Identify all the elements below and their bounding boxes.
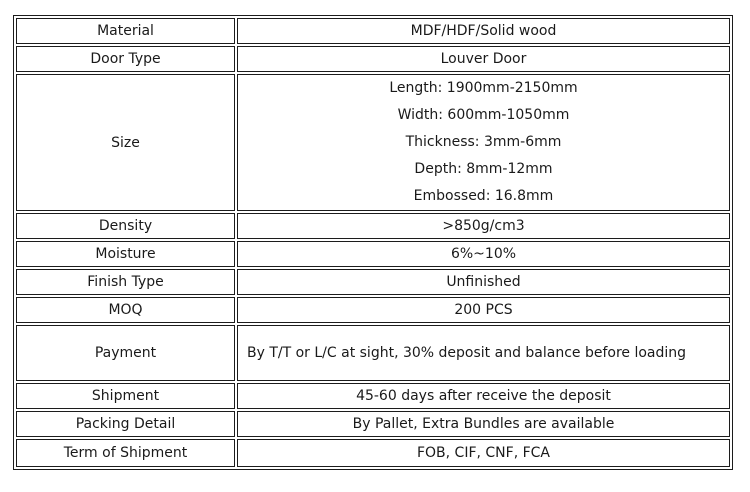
spec-label-finish-type: Finish Type	[16, 269, 235, 295]
spec-row-packing-detail	[16, 411, 730, 437]
spec-row-size	[16, 74, 730, 211]
spec-row-shipment	[16, 383, 730, 409]
spec-label-term-of-shipment: Term of Shipment	[16, 439, 235, 467]
spec-row-term-of-shipment	[16, 439, 730, 467]
spec-value-shipment: 45-60 days after receive the deposit	[237, 383, 730, 409]
spec-value-size	[237, 74, 730, 211]
spec-row-payment	[16, 325, 730, 381]
spec-label-moq: MOQ	[16, 297, 235, 323]
spec-value-moisture: 6%~10%	[237, 241, 730, 267]
spec-value-term-of-shipment: FOB, CIF, CNF, FCA	[237, 439, 730, 467]
spec-row-material	[16, 18, 730, 44]
spec-value-material: MDF/HDF/Solid wood	[237, 18, 730, 44]
size-line-embossed: Embossed: 16.8mm	[413, 188, 554, 204]
size-line-thickness: Thickness: 3mm-6mm	[405, 134, 562, 150]
spec-label-shipment: Shipment	[16, 383, 235, 409]
spec-label-door-type: Door Type	[16, 46, 235, 72]
spec-label-moisture: Moisture	[16, 241, 235, 267]
spec-label-packing-detail: Packing Detail	[16, 411, 235, 437]
size-line-length: Length: 1900mm-2150mm	[389, 80, 578, 96]
spec-label-material: Material	[16, 18, 235, 44]
spec-row-moq	[16, 297, 730, 323]
spec-row-density	[16, 213, 730, 239]
spec-value-moq: 200 PCS	[237, 297, 730, 323]
spec-label-density: Density	[16, 213, 235, 239]
spec-value-packing-detail: By Pallet, Extra Bundles are available	[237, 411, 730, 437]
spec-label-payment: Payment	[16, 325, 235, 381]
size-line-depth: Depth: 8mm-12mm	[414, 161, 553, 177]
spec-value-payment: By T/T or L/C at sight, 30% deposit and balance before loading	[237, 325, 730, 381]
spec-row-door-type	[16, 46, 730, 72]
spec-row-finish-type	[16, 269, 730, 295]
spec-label-size: Size	[16, 74, 235, 211]
spec-value-finish-type: Unfinished	[237, 269, 730, 295]
spec-value-density: >850g/cm3	[237, 213, 730, 239]
spec-row-moisture	[16, 241, 730, 267]
spec-value-door-type: Louver Door	[237, 46, 730, 72]
product-spec-table	[13, 15, 733, 470]
size-line-width: Width: 600mm-1050mm	[397, 107, 570, 123]
